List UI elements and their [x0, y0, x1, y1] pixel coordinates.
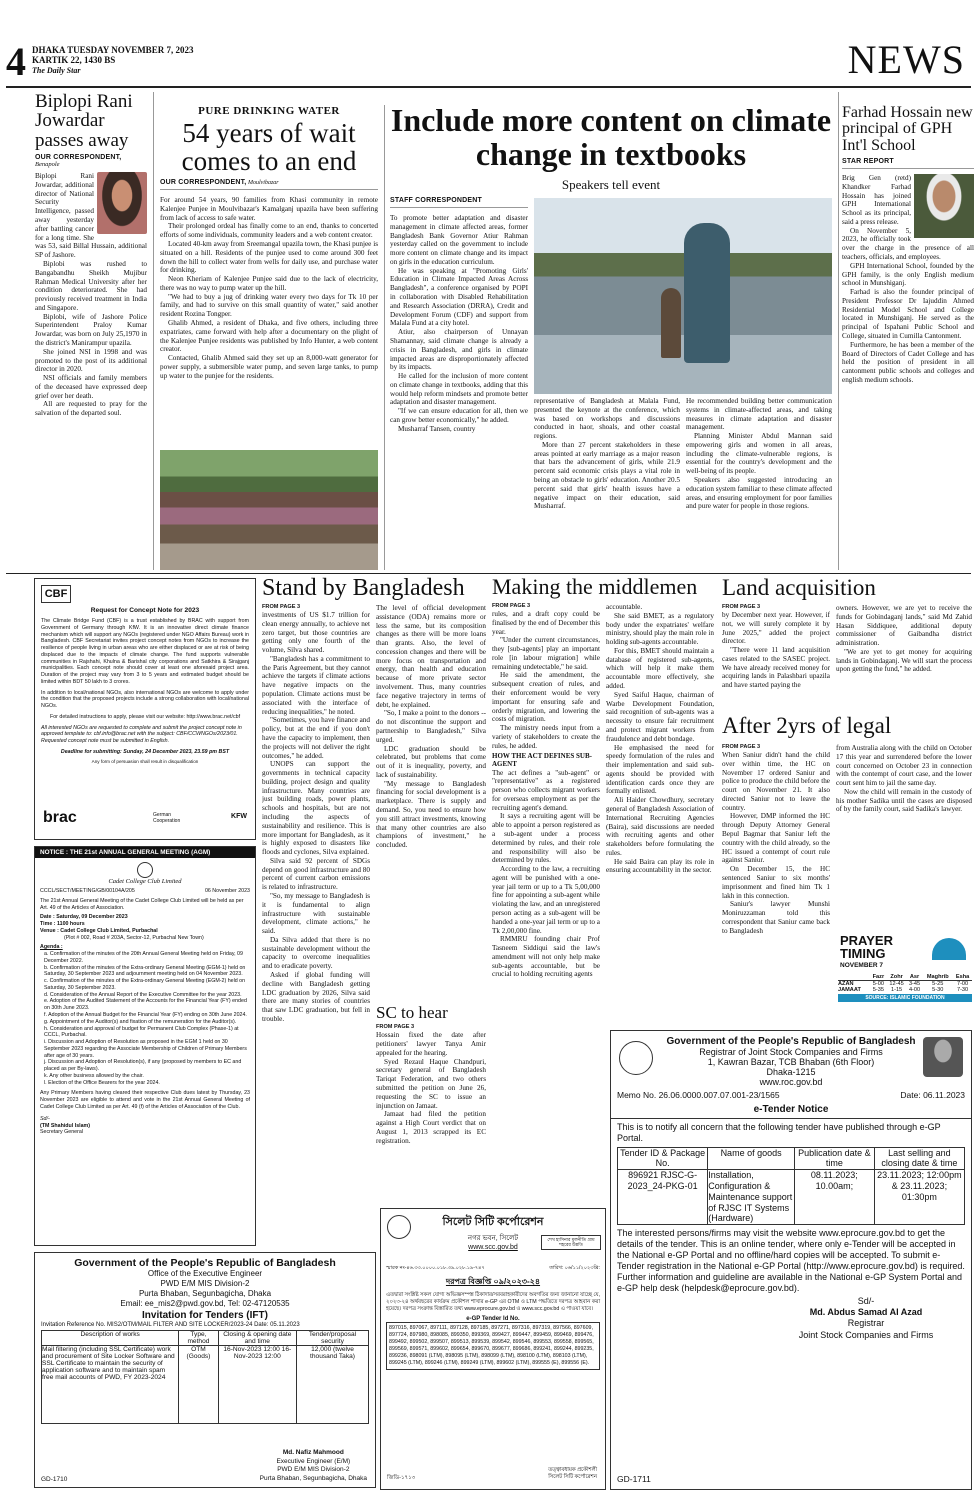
prayer-time: 12-45 [889, 981, 904, 987]
address: Purta Bhaban, Segunbagicha, Dhaka [138, 1289, 272, 1298]
mosque-icon [932, 938, 966, 960]
para: NSI officials and family members of the deceased have expressed deep grief over her death. [35, 374, 147, 400]
memo-no: স্মারক নং-৪৬.৩৩.০০০০.০১৮.৩৯.০২৮.১৯-৭৪৭ [386, 1265, 485, 1271]
agenda-item: e. Adoption of the Audited Statement of the Accounts for the Financial Year (FY) ended on 30th June 2023. [44, 998, 247, 1012]
para: Da Silva added that there is no sustainable development without the capacity to overcome inequalities and to eradicate poverty. [262, 935, 370, 971]
standby-col2 [376, 604, 486, 1004]
byline-place: Benapole [35, 161, 60, 169]
prayer-col: Fazr [872, 974, 885, 980]
signer-role: Executive Engineer (E/M) [276, 1457, 351, 1465]
para: He said Baira can play its role in ensuring accountability in the sector. [606, 857, 714, 875]
climate-col3 [686, 397, 832, 557]
signer-address: Purta Bhaban, Segunbagicha, Dhaka [259, 1474, 367, 1482]
para: RMMRU founding chair Prof Tasneem Siddiqui said the law's amendment will not only help make sub-agents accountable, but be crucial to holding recruiting agents [492, 935, 600, 979]
agm-meta: (Plot # 002, Road # 203A, Sector-12, Purbachal New Town) [64, 934, 204, 941]
scc-slogan: শেখ হাসিনার মূলনীতি গ্রাম শহরের উন্নতি [541, 1235, 601, 1250]
para: Now the child will remain in the custody of his mother Sadika until the cases are disposed of by the family court, said Sadika's lawyer. [836, 787, 972, 814]
agm-date: 06 November 2023 [204, 888, 250, 894]
para: "Under the current circumstances, they [sub-agents] play an important role [in labour migration] while remaining undetectable," he said. [492, 636, 600, 671]
giz-logo: German Cooperation [153, 812, 181, 824]
para: Ghalib Ahmed, a resident of Dhaka, and five others, including three expatriates, came forward with help after a documentary on the plight of the Kalenjee Punjee residents was published by Info Hunter, a web content creator. [160, 319, 378, 354]
agm-meta: Time : 1100 hours [40, 921, 85, 928]
para: Farhad is also the founder principal of President Professor Dr Iajuddin Ahmed Residential Model School and College located in Munshiganj. He served as the principal of Ispahani Public School and College, situated in Cumilla Cantonment. [842, 288, 974, 340]
prayer-time: 7-30 [956, 987, 969, 993]
cbf-advertisement [34, 578, 256, 840]
agm-banner: NOTICE : THE 21st ANNUAL GENERAL MEETING (AGM) [35, 847, 255, 858]
headline: SC to hear [376, 1004, 448, 1022]
notice-title: দরপত্র বিজ্ঞপ্তি ০৯/২০২৩-২৪ [445, 1277, 541, 1286]
agenda-item: b. Confirmation of the minutes of the Extra-ordinary General Meeting (EGM-1) held on Saturday, 30 September 2023 and adjournment meeting held on 04 November 2023. [44, 964, 246, 978]
notice-body: The interested persons/firms may visit the website www.eprocure.gov.bd to get the details of the tender. This is an online tender, where only e-Tender will be accepted in the National e-GP Portal and no offline/hard copies will be accepted. To submit e-Tender registration in the National e-GP Portal (http://www.eprocure.gov.bd) is required. [617, 1228, 965, 1272]
para: Speakers also suggested introducing an education system familiar to these climate affected areas, and ensuring employment for poor families and pure water for people in those regions. [686, 476, 832, 511]
header-rule [6, 86, 971, 88]
para: The act defines a "sub-agent" or "representative" as a registered person who collects migrant workers for overseas employment as per the recruiting agent's demand. [492, 768, 600, 812]
para: Neon Kheriam of Kalenjee Punjee said due to the lack of electricity, there was no way to pump water up the hill. [160, 275, 378, 292]
subhead: Speakers tell event [561, 177, 661, 193]
para: He emphasised the need for speedy formulation of the rules and their implementation and said sub-agents should be provided with identification cards once they are formally enlisted. [606, 743, 714, 796]
cbf-deadline: Deadline for submitting: Sunday, 24 December 2023, 23.59 pm BST [60, 749, 230, 756]
notice-intro: This is to notify all concern that the following tender have published through e-GP Portal. [617, 1122, 941, 1143]
from-page: FROM PAGE 3 [492, 603, 531, 609]
byline: OUR CORRESPONDENT, [160, 179, 247, 187]
para: "Sometimes, you have finance and policy, but at the end if you don't have the capacity to implement, then the projects will not deliver the right outcomes," he added. [262, 716, 370, 760]
col-header: Closing & opening date and time [218, 1331, 296, 1346]
ad-code: জিডি-১৭১৩ [387, 1475, 416, 1481]
tender-ids: 897015, 897067, 897111, 897128, 897185, 897271, 897316, 897319, 897566, 897609, 897724, 897980, 898085, 899350, 899369, 899427, 899447, 899459, 899469, 899476, 899492, 899502, 899507, 899513, 899539, 899542, 899546, 899553, 899558, 899565, 899569, 899571, 899602, 899654, 899670, 899677, 899686, 899241, 899244, 899235, 899236, 898091 (LTM), 898095 (LTM), 898099 (LTM), 898100 (LTM), 898103 (LTM), 899245 (LTM), 899246 (LTM), 899249 (LTM), 899602 (LTM), 899555 (E), 899556 (E). [386, 1322, 600, 1371]
legal-col1 [722, 744, 830, 1024]
para: For this, BMET should maintain a database of registered sub-agents, which will help it make them accountable more effectively, she added. [606, 646, 714, 691]
club-name: Cadet College Club Limited [108, 878, 182, 885]
para: Jamaat had filed the petition against a High Court verdict that on August 1, 2013 scrapped its EC registration. [376, 1110, 486, 1145]
headline: Making the middlemen [492, 576, 698, 599]
para: "There were 11 land acquisition cases related to the SASEC project. We have already received money for acquiring lands in Palashbari upazila and have started paying the [722, 646, 830, 690]
story-drinking-water [160, 105, 378, 570]
agenda-item: k. Any other business allowed by the chair. [44, 1072, 144, 1079]
column-rule [153, 92, 154, 570]
ad-code: GD-1711 [617, 1474, 651, 1484]
legal-col2 [836, 744, 972, 924]
para: owners. However, we are yet to receive the funds for Gobindaganj lands," said Md Zahid Hasan Siddiquee, additional deputy commissioner of Gaibandha district administration. [836, 604, 972, 648]
gov-title: Government of the People's Republic of Bangladesh [74, 1257, 336, 1269]
para: He recommended building better communication systems in climate-affected areas, and taking measures in climate adaptation and disaster management. [686, 397, 832, 432]
para: by December next year. However, if not, we will surely complete it by June 2025," added the project director. [722, 611, 830, 646]
kfw-logo: KFW [231, 813, 247, 820]
para: More than 27 percent stakeholders in these areas pointed at early marriage as a major reason that bars the advancement of girls, while 21.9 percent said economic crisis plays a vital role in being an obstacle to girls' education. Another 20.5 percent said that girls' health issues have a negative impact on their education, said Musharraf. [534, 440, 680, 511]
cbf-para: The Climate Bridge Fund (CBF) is a trust established by BRAC with support from Government of Germany through KfW. It is an innovative direct climate finance mechanism which will support any NGOs (registered under NGO Affairs Bureau) work in Bangladesh. CBF Secretariat invites project concept notes from NGOs to increase the resilience of people living in urban areas who are either displaced or are at risk of being displaced due to the impacts of climate change. The fund supports vulnerable communities in Rajshahi, Khulna & Barishal city corporations and Satkhira & Sirajganj municipalities. Each concept note should cover at least one aforesaid project area. Duration of the project may vary from 3 to 5 years and estimated budget should be limited within BDT 50 lakh to 3 crores. [41, 618, 249, 685]
para: "My message to Bangladesh financing for social development is a marketplace. There is supply and demand. So, you need to ensure how you still attract investments, knowing that many other countries are also champions of investment," he concluded. [376, 779, 486, 850]
story-land-acquisition [722, 576, 972, 606]
prayer-time: 5-30 [932, 987, 944, 993]
table-cell: 23.11.2023; 12:00pm & 23.11.2023; 01:30pm [874, 1170, 964, 1225]
agm-meta: Date : Saturday, 09 December 2023 [40, 914, 128, 921]
prayer-col: Zohr [890, 974, 903, 980]
para: Located 40-km away from Sreemangal upazila town, the Khasi punjee is situated on a hill. Residents of the punjee used to come around 300 feet down the hill to collect water from wells for daily use, and purchase water for drinking. [160, 239, 378, 275]
notice-body: এতদ্বারা সংশ্লিষ্ট সকল যোগ্য অভিজ্ঞসম্পন্ন ঠিকাদার/সরবরাহকারীদের অবগতির জন্য জানানো যাচ্ছে যে, ২০২৩-২৪ অর্থবছরের কার্যক্রম প্রকৌশল শাখার e-GP এর OTM ও LTM পদ্ধতিতে দরপত্র আহবান করা হয়েছে। দরপত্র সংক্রান্ত বিস্তারিত তথ্য www.eprocure.gov.bd ও www.scc.gov.bd এ পাওয়া যাবে। [386, 1292, 600, 1312]
office: Registrar of Joint Stock Companies and Firms [699, 1047, 883, 1057]
prayer-time: 5-25 [932, 981, 944, 987]
para: representative of Bangladesh at Malala Fund, presented the keynote at the conference, which was based on workshops and discussions conducted in haor, shoals, and other coastal regions. [534, 397, 680, 441]
col-header: Tender ID & Package No. [618, 1147, 708, 1170]
prayer-col: Esha [955, 974, 970, 980]
prayer-date: NOVEMBER 7 [840, 962, 883, 969]
agm-footer: Any Primary Members having cleared their respective Club dues latest by Thursday, 23 November 2023 are eligible to attend and vote in the 21st Annual General Meeting of Cadet College Club Limited as per Art. 49 (f) of the Articles of Association of the Club. [40, 1090, 250, 1110]
headline: After 2yrs of legal [722, 714, 892, 738]
agenda-item: g. Appointment of the Auditor(s) and fixation of the remuneration for the Auditor(s). [44, 1018, 237, 1025]
prayer-title-line: PRAYER [840, 933, 893, 948]
para: He called for the inclusion of more content on climate change in textbooks, adding that this would help reform mindsets and promote better adaptation and disaster management. [390, 372, 528, 407]
para: rules, and a draft copy could be finalised by the end of December this year. [492, 610, 600, 636]
para: All are requested to pray for the salvation of the departed soul. [35, 400, 147, 418]
portrait-photo [97, 172, 147, 234]
ift-table [41, 1330, 369, 1424]
para: from Australia along with the child on October 17 this year and surrendered before the lower court concerned on October 23 in connection with the contempt of court case, and the lower court sent him to jail the same day. [836, 744, 972, 788]
headline: Stand by Bangladesh [262, 576, 465, 601]
prayer-title-line: TIMING [840, 946, 886, 961]
subhead: HOW THE ACT DEFINES SUB-AGENT [492, 751, 592, 768]
para: He said the amendment, the subsequent creation of rules, and their enforcement would be very important for ensuring safe and orderly migration, and lowering the costs of migration. [492, 671, 600, 724]
scc-website[interactable]: www.scc.gov.bd [468, 1244, 518, 1251]
signer-name: Md. Nafiz Mahmood [282, 1449, 344, 1457]
memo-date: Date: 06.11.2023 [900, 1090, 965, 1100]
agenda-item: f. Adoption of the Annual Budget for the Financial Year (FY) ending on 30th June 2024. [44, 1012, 247, 1019]
byline: STAR REPORT [842, 157, 894, 165]
prayer-source: SOURCE: ISLAMIC FOUNDATION [838, 994, 972, 1002]
headline: Land acquisition [722, 576, 876, 600]
signature: Sd/- [40, 1115, 50, 1122]
para: She joined NSI in 1998 and was promoted to the post of its additional director in 2020. [35, 347, 147, 374]
table-cell: 16-Nov-2023 12:00 16-Nov-2023 12:00 [218, 1346, 296, 1424]
para: Furthermore, he has been a member of the Board of Directors of Cadet College and has held the position of president in all cantonment public schools and colleges and english medium schools. [842, 340, 974, 384]
para: LDC graduation should be celebrated, but problems that come out of it is inequality, poverty, and lack of sustainability. [376, 744, 486, 779]
divider [390, 207, 528, 208]
signer-role: Registrar [847, 1318, 885, 1329]
prayer-timing [838, 932, 972, 1024]
brac-logo: brac [43, 809, 77, 826]
agenda-item: l. Election of the Office Bearers for the year 2024. [44, 1079, 160, 1086]
ift-ref: Invitation Reference No. MIS2/OTM/MAIL FILTER AND SITE LOCKER/2023-24 Date: 05.11.2023 [41, 1322, 300, 1328]
climate-col1 [390, 197, 528, 557]
para: Musharraf Tansen, country [398, 424, 476, 433]
para: Planning Minister Abdul Mannan said empowering girls and women in all areas, including the climate-vulnerable regions, is essential for the country's development and the well-being of its people. [686, 432, 832, 476]
from-page: FROM PAGE 3 [376, 1024, 415, 1031]
col-header: Type, method [179, 1331, 218, 1346]
masthead-small: The Daily Star [32, 65, 81, 75]
signer-name: Md. Abdus Samad Al Azad [809, 1307, 923, 1318]
club-logo [137, 862, 153, 878]
para: "So, my message to Bangladesh is it is fundamental to align infrastructure with sustainable development, climate actions," he said. [262, 892, 370, 936]
from-page: FROM PAGE 3 [722, 604, 761, 610]
col-header: Last selling and closing date & time [874, 1147, 964, 1170]
table-cell: 12,000 (twelve thousand Taka) [297, 1346, 369, 1424]
notice-title: e-Tender Notice [611, 1104, 971, 1119]
para: investments of US $1.7 trillion for clean energy annually, to achieve net zero target, but those countries are getting only one fourth of the volume, Silva shared. [262, 611, 370, 655]
para: Their prolonged ordeal has finally come to an end, thanks to concerted efforts of some individuals, community leaders and a web content creator. [160, 222, 378, 240]
para: "We are yet to get money for acquiring lands in Gobindaganj. We will start the process upon getting the fund," he added. [836, 647, 972, 674]
middlemen-col1 [492, 603, 600, 1201]
portrait-photo [914, 174, 974, 238]
byline: OUR CORRESPONDENT, [35, 154, 122, 162]
section-title: NEWS [847, 40, 965, 80]
para: Saniur's lawyer Munshi Moniruzzaman told this correspondent that Saniur came back to Bangladesh [722, 900, 830, 935]
para: accountable. [606, 603, 643, 611]
para: Atiur, also chairperson of Unnayan Shamannay, said climate change is already a crisis in Bangladesh, and girls in climate impacted areas are disproportionately affected by its impacts. [390, 328, 528, 372]
scc-title: সিলেট সিটি কর্পোরেশন [442, 1216, 544, 1228]
headline: Biplopi Rani Jowardar passes away [35, 92, 133, 151]
cbf-title: Request for Concept Note for 2023 [90, 607, 200, 614]
para: Asked if global funding will decline with Bangladesh getting LDC graduation by 2026, Silva said there are many stories of countries that saw LDC graduation, but fell in trouble. [262, 971, 370, 1023]
para: According to the law, a recruiting agent will be punished with a one-year jail term or up to a Tk 5,00,000 fine for appointing a sub-agent while violating the law, and an unregistered person acting as a sub-agent will be handed a one-year jail term or up to a Tk 2,00,000 fine. [492, 865, 600, 935]
cbf-website[interactable]: For detailed instructions to apply, please visit our website: http://www.brac.net/cbf [49, 713, 241, 720]
para: He was speaking at "Promoting Girls' Education in Climate Impacted Areas Across Bangladesh", a conference organised by POPI in collaboration with Disabled Rehabilitation and Research Association (DRRA), Credit and Development Forum (CDF) and support from Malala Fund at a city hotel. [390, 266, 528, 328]
intro: Brig Gen (retd) Khandker Farhad Hossain has joined GPH International School as its principal, said a press release. [842, 173, 911, 226]
para: Contacted, Ghalib Ahmed said they set up an 8,000-watt generator for power supply, a submersible water pump, and seven large tanks, to pump up water to the punjee for the residents. [160, 354, 378, 380]
story-sc-to-hear [376, 1004, 486, 1204]
story-after-2yrs [722, 714, 972, 744]
address: 1, Kawran Bazar, TCB Bhaban (6th Floor) [707, 1057, 875, 1067]
land-col1 [722, 604, 830, 709]
from-page: FROM PAGE 3 [262, 604, 301, 610]
flood-photo-figure [661, 288, 681, 358]
cbf-note: Any form of persuasion shall result in disqualification [91, 758, 199, 764]
column-rule [384, 105, 385, 570]
signer-org: সিলেট সিটি কর্পোরেশন [548, 1474, 597, 1481]
ids-title: e-GP Tender Id No. [466, 1315, 520, 1322]
ift-title: Invitation for Tenders (IFT) [142, 1310, 268, 1321]
agenda-label: Agenda : [40, 944, 63, 951]
agenda-item: d. Consideration of the Annual Report of the Executive Committee for the year 2023. [44, 991, 242, 998]
col-header: Description of works [42, 1331, 179, 1346]
para: Hossain fixed the date after petitioners' lawyer Tanya Amir appealed for the hearing. [376, 1031, 486, 1057]
para: Biplobi, wife of Jashore Police Superintendent Praloy Kumar Jowardar, was born on July 25,1970 in the district's Manirampur upazila. [35, 312, 147, 347]
table-cell: 896921 RJSC-G-2023_24-PKG-01 [618, 1170, 708, 1225]
headline: 54 years of wait comes to an end [181, 118, 357, 176]
ad-code: GD-1710 [41, 1476, 68, 1483]
notice-body: Further information and guideline are available in the National e-GP System Portal and e-GP help desk (helpdesk@eprocure.gov.bd). [617, 1272, 963, 1294]
page-number: 4 [6, 42, 26, 82]
office: Office of the Executive Engineer [147, 1269, 263, 1278]
agenda-item: h. Consideration and approval of budget for Permanent Club Complex (Phase-1) at CCCL, Purbachal. [44, 1025, 239, 1039]
prayer-time: 1-15 [890, 987, 903, 993]
agm-meta: Venue : Cadet College Club Limited, Purbachal [40, 927, 158, 934]
prayer-time: 7-00 [956, 981, 969, 987]
agm-notice [34, 846, 256, 1246]
section-rule [6, 573, 971, 574]
para: She said BMET, as a regulatory body under the expatriates' welfare ministry, should play the main role in holding sub-agents accountable. [606, 611, 714, 647]
cbf-para: In addition to local/national NGOs, also international NGOs are welcome to apply under the condition that the proposed projects include a strong collaboration with local/national NGOs. [41, 689, 249, 710]
prayer-time: 3-45 [908, 981, 921, 987]
para: Biplobi was rushed to Bangabandhu Sheikh Mujibur Rahman Medical University after her condition deteriorated. She had previously received treatment in India and Singapore. [35, 259, 147, 312]
memo-date: তারিখ: ০৬/১১/২০২৩খ্রি: [549, 1265, 600, 1271]
cbf-logo: CBF [41, 585, 71, 603]
para: Syed Rezaul Haque Chandpuri, secretary general of Bangladesh Tariqat Federation, and two others submitted the petition on June 26, requesting the SC to issue an injunction on Jamaat. [376, 1057, 486, 1110]
cbf-para: All interested NGOs are requested to complete and submit the project concept note in approved template to: cbf.info@brac.net with the subject: CBF/CCWNGOs/2023/01. Requested concept note must be submitted in English. [41, 724, 242, 745]
scc-address: নগর ভবন, সিলেট [467, 1235, 519, 1242]
para: On December 15, the HC sentenced Saniur to six months' imprisonment and fined him Tk 1 lakh in this connection. [722, 865, 830, 900]
portrait-photo [923, 1037, 963, 1077]
para: Ali Haider Chowdhury, secretary general of Bangladesh Association of International Recruiting Agencies (Baira), said discussions are needed with recruiting agents and other stakeholders before formulating the rules. [606, 796, 714, 857]
agenda-item: i. Discussion and Adoption of Resolution as proposed in the EGM 1 held on 30 September 2023 regarding the Associate Membership of Children of Primary Members after age of 30 years. [44, 1039, 247, 1059]
divider [842, 168, 974, 169]
tender-table [617, 1147, 965, 1226]
story-farhad [842, 105, 974, 570]
table-cell: Installation, Configuration & Maintenance support of RJSC IT Systems (Hardware) [708, 1170, 795, 1225]
scc-logo [387, 1215, 411, 1239]
para: GPH International School, founded by the GPH family, is the only English medium school in Munshiganj. [842, 261, 974, 288]
para: "Bangladesh has a commitment to the Paris Agreement, but they cannot achieve the targets if climate actions have negative impacts on the population. Climate actions must be associated with the interface of reducing inequalities," he noted. [262, 654, 370, 716]
para: To promote better adaptation and disaster management in climate affected areas, former Bangladesh Bank Governor Atiur Rahman yesterday called on the government to include more content on climate change and its impact on girls in the education curriculum. [390, 214, 528, 266]
signer-name: (TM Shahidul Islam) [40, 1122, 91, 1129]
prayer-table [838, 974, 972, 993]
divider [160, 189, 378, 190]
standby-col1 [262, 604, 370, 1264]
middlemen-col2 [606, 603, 714, 1023]
website[interactable]: www.roc.gov.bd [759, 1077, 823, 1087]
prayer-time: 5-00 [872, 981, 884, 987]
dateline-date: DHAKA TUESDAY NOVEMBER 7, 2023 [32, 45, 194, 55]
col-header: Name of goods [708, 1147, 795, 1170]
contact: Email: ee_mis2@pwd.gov.bd, Tel: 02-47120535 [120, 1299, 290, 1308]
intro: Biplopi Rani Jowardar, additional director of National Security Intelligence, passed away yesterday after battling cancer for a long time. She was 53, said Billal Hussain, additional SP of Jashore. [35, 172, 147, 260]
agenda-item: j. Discussion and Adoption of Resolution(s), if any (proposed by members to EC and placed as per By-laws). [44, 1059, 242, 1073]
signer-name: তত্ত্বাবধায়ক প্রকৌশলী [548, 1467, 597, 1474]
table-cell: Mail filtering (including SSL Certificate) work and procurement of Site Locker Software and SSL Certificate to maintain the security of application software and to maintain spam free mail accounts of PWD, FY 2023-2024 [42, 1346, 179, 1424]
para: The level of official development assistance (ODA) remains more or less the same, but its composition changes as there will be more loans than grants. Also, the level of concession changes and there will be more focus on transportation and energy, than health and education because of more private sector involvement. Thus, many countries face negative trajectory in terms of debt, he explained. [376, 604, 486, 709]
prayer-col: Maghrib [926, 974, 949, 980]
prayer-title [840, 934, 893, 960]
table-cell: 08.11.2023; 10.00am; [794, 1170, 874, 1225]
pwd-tender [34, 1252, 376, 1488]
story-biplopi [35, 92, 147, 570]
para: Syed Saiful Haque, chairman of Warbe Development Foundation, said recognition of sub-agents was a necessity to ensure fair recruitment and protect migrant workers from fraudulence and debt bondage. [606, 690, 714, 743]
row-label: JAMAAT [838, 987, 861, 993]
land-col2 [836, 604, 972, 709]
crowd-photo [160, 450, 378, 570]
para: When Saniur didn't hand the child over within time, the HC on November 17 ordered Saniur and police to produce the child before the court on November 21. It also directed Saniur not to leave the country. [722, 751, 830, 812]
kicker: PURE DRINKING WATER [198, 105, 340, 117]
dateline-bangla: KARTIK 22, 1430 BS [32, 55, 116, 66]
para: However, DMP informed the HC through Deputy Attorney General Bepul Bagmar that Saniur left the country with the child already, so the HC issued a contempt of court rule against Saniur. [722, 812, 830, 865]
para: The ministry needs input from a variety of stakeholders to create the rules, he added. [492, 724, 600, 750]
division: PWD E/M MIS Division-2 [160, 1279, 250, 1288]
prayer-time: 5-35 [872, 987, 884, 993]
flood-photo-figure [684, 223, 730, 363]
signature: Sd/- [857, 1295, 875, 1306]
row-label: AZAN [838, 981, 854, 987]
headline: Include more content on climate change in textbooks [390, 104, 832, 172]
agenda-item: a. Confirmation of the minutes of the 20th Annual General Meeting held on Friday, 09 December 2022. [44, 951, 243, 964]
col-header: Publication date & time [794, 1147, 874, 1170]
agm-ref: CCCL/SECT/MEETING/GB/00104A/205 [40, 888, 135, 894]
para: It says a recruiting agent will be able to appoint a person registered as a sub-agent under a process determined by rules, and their role and responsibility will also be determined by rules. [492, 812, 600, 865]
story-middlemen [492, 576, 714, 606]
flood-photo [534, 198, 832, 394]
para: "If we can ensure education for all, then we can grow better economically," he added. [390, 407, 528, 424]
para: UNOPS can support the governments in technical capacity building, project design and quality infrastructure. Many countries are just building roads, power plants, schools and hospitals, but are not including the aspects of sustainability and resilience. This is more important for Bangladesh, as it is highly exposed to disasters like floods and cyclones, Silva explained. [262, 760, 370, 857]
rjsc-tender [610, 1030, 972, 1490]
para: Silva said 92 percent of SDGs depend on good infrastructure and 80 percent of current carbon emissions is related to infrastructure. [262, 856, 370, 892]
address: Dhaka-1215 [766, 1067, 816, 1077]
headline: Farhad Hossain new principal of GPH Int'l School [842, 105, 973, 154]
signer-role: Secretary General [40, 1129, 83, 1136]
col-header: Tender/proposal security [297, 1331, 369, 1346]
climate-col2 [534, 397, 680, 557]
gov-logo [619, 1041, 653, 1075]
agm-intro: The 21st Annual General Meeting of the Cadet College Club Limited will be held as per Art. 49 of the Articles of Association. [40, 897, 244, 911]
para: "So, I make a point to the donors -- do not discontinue the support and partnership to Bangladesh," Silva urged. [376, 709, 486, 744]
dateline [32, 45, 292, 75]
prayer-col: Asr [909, 974, 920, 980]
para: "We had to buy a jug of drinking water every two days for Tk 10 per family, and had to survive on this small quantity of water," said another resident Rozina Tongper. [160, 292, 378, 319]
from-page: FROM PAGE 3 [722, 744, 761, 750]
byline-place: Moulvibazar [247, 180, 279, 187]
para: For around 54 years, 90 families from Khasi community in remote Kalenjee Punjee in Moulvibazar's Kamalganj upazila have been suffering from lack of access to safe water. [160, 196, 378, 222]
para: On November 5, 2023, he officially took over the charge in the presence of all teachers, officials, and employees. [842, 226, 974, 261]
signer-org: Joint Stock Companies and Firms [798, 1329, 934, 1340]
column-rule [838, 92, 839, 570]
agenda-item: c. Confirmation of the minutes of the Extra-ordinary General Meeting (EGM-2) held on Saturday, 30 September 2023. [44, 978, 246, 991]
signer-division: PWD E/M MIS Division-2 [277, 1466, 350, 1474]
prayer-time: 4-00 [908, 987, 921, 993]
byline: STAFF CORRESPONDENT [390, 197, 482, 204]
scc-tender [380, 1208, 606, 1490]
memo-no: Memo No. 26.06.0000.007.07.001-23/1565 [617, 1090, 780, 1100]
table-cell: OTM (Goods) [179, 1346, 218, 1424]
gov-title: Government of the People's Republic of Bangladesh [666, 1036, 916, 1047]
